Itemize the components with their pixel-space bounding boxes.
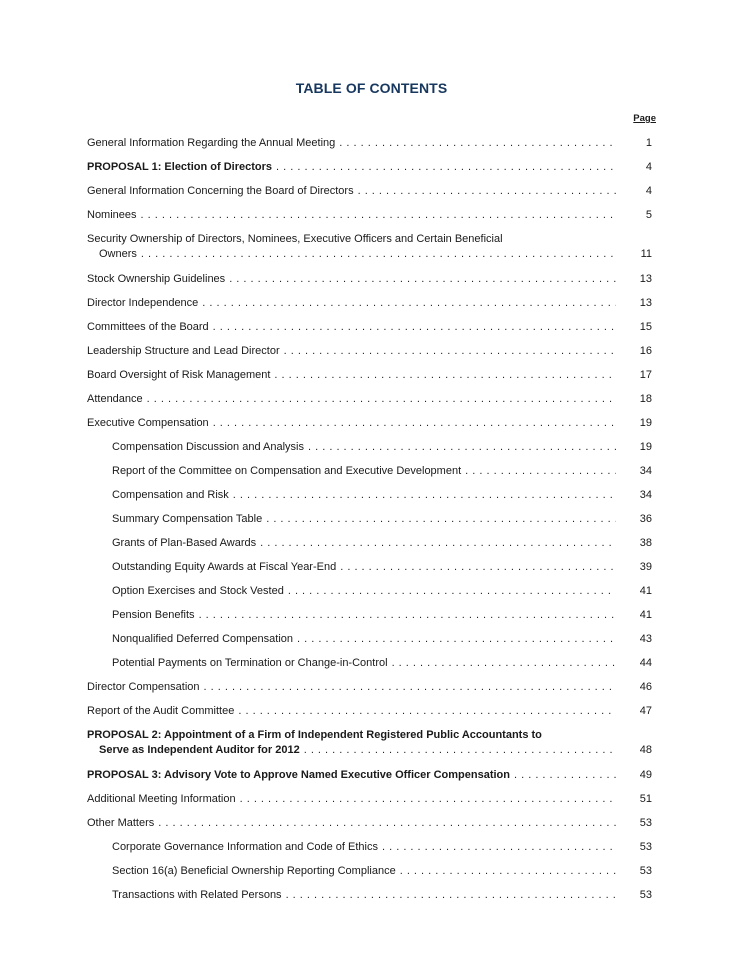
dot-leader: [141, 247, 616, 262]
toc-page-number: 53: [639, 841, 652, 853]
toc-entry[interactable]: [87, 272, 652, 296]
toc-entry-text: Executive Compensation: [87, 417, 209, 429]
toc-subentry[interactable]: [87, 536, 652, 560]
dot-leader: [297, 632, 616, 647]
toc-entry[interactable]: [87, 416, 652, 440]
toc-page-number: 41: [639, 585, 652, 597]
dot-leader: [465, 464, 616, 479]
toc-entry-text: Potential Payments on Termination or Change-in-Control: [112, 657, 388, 669]
dot-leader: [213, 320, 616, 335]
toc-entry-text: Committees of the Board: [87, 321, 209, 333]
dot-leader: [339, 136, 616, 151]
toc-page-number: 13: [639, 273, 652, 285]
toc-entry-text: PROPOSAL 1: Election of Directors: [87, 161, 273, 173]
toc-page-number: 19: [639, 417, 652, 429]
toc-entry-text: Option Exercises and Stock Vested: [112, 585, 284, 597]
toc-subentry[interactable]: [87, 440, 652, 464]
dot-leader: [308, 440, 616, 455]
toc-entry-text: Outstanding Equity Awards at Fiscal Year-End: [112, 561, 337, 573]
toc-entry-text: Corporate Governance Information and Code of Ethics: [112, 841, 378, 853]
toc-entry-text: General Information Regarding the Annual Meeting: [87, 137, 336, 149]
toc-page-number: 44: [639, 657, 652, 669]
dot-leader: [304, 743, 616, 758]
dot-leader: [204, 680, 617, 695]
toc-subentry[interactable]: [87, 560, 652, 584]
toc-entry[interactable]: [87, 160, 652, 184]
toc-page-number: 47: [639, 705, 652, 717]
toc-page-number: 51: [639, 793, 652, 805]
toc-entry-text: Stock Ownership Guidelines: [87, 273, 226, 285]
toc-entry[interactable]: [87, 232, 652, 272]
toc-entry-text: Section 16(a) Beneficial Ownership Reporting Compliance: [112, 865, 396, 877]
toc-page-number: 4: [645, 185, 652, 197]
toc-entry-text: Nominees: [87, 209, 137, 221]
toc-entry[interactable]: [87, 392, 652, 416]
toc-entry[interactable]: [87, 728, 652, 768]
toc-page-number: 48: [639, 744, 652, 756]
toc-page-number: 38: [639, 537, 652, 549]
toc-entry-text: PROPOSAL 3: Advisory Vote to Approve Named Executive Officer Compensation: [87, 769, 510, 781]
toc-entry[interactable]: [87, 208, 652, 232]
toc-page-number: 53: [639, 889, 652, 901]
toc-entry[interactable]: [87, 184, 652, 208]
dot-leader: [158, 816, 616, 831]
dot-leader: [284, 344, 616, 359]
dot-leader: [266, 512, 616, 527]
toc-page-number: 19: [639, 441, 652, 453]
toc-entry[interactable]: [87, 680, 652, 704]
toc-entry-text: Director Independence: [87, 297, 199, 309]
toc-entry-text-continued: Serve as Independent Auditor for 2012: [99, 744, 300, 756]
toc-subentry[interactable]: [87, 632, 652, 656]
dot-leader: [274, 368, 616, 383]
dot-leader: [240, 792, 616, 807]
toc-entry[interactable]: [87, 368, 652, 392]
toc-entry-text: Security Ownership of Directors, Nominees, Executive Officers and Certain Beneficial: [87, 233, 503, 245]
dot-leader: [238, 704, 616, 719]
toc-entry-text: Additional Meeting Information: [87, 793, 236, 805]
toc-entry-text: General Information Concerning the Board of Directors: [87, 185, 354, 197]
toc-page-number: 5: [645, 209, 652, 221]
toc-page-number: 34: [639, 465, 652, 477]
toc-entry-text: Nonqualified Deferred Compensation: [112, 633, 293, 645]
toc-subentry[interactable]: [87, 488, 652, 512]
toc-entry[interactable]: [87, 768, 652, 792]
toc-entry-text: Director Compensation: [87, 681, 200, 693]
dot-leader: [514, 768, 616, 783]
toc-page-number: 17: [639, 369, 652, 381]
toc-page-number: 53: [639, 865, 652, 877]
toc-entry[interactable]: [87, 704, 652, 728]
toc-entry-text: Grants of Plan-Based Awards: [112, 537, 257, 549]
toc-entry[interactable]: [87, 320, 652, 344]
toc-entry[interactable]: [87, 792, 652, 816]
toc-subentry[interactable]: [87, 656, 652, 680]
toc-page-number: 11: [640, 248, 652, 260]
toc-list: [87, 136, 652, 912]
toc-page-number: 43: [639, 633, 652, 645]
toc-page-number: 34: [639, 489, 652, 501]
toc-entry-text-continued: Owners: [99, 248, 137, 260]
dot-leader: [392, 656, 616, 671]
toc-page-number: 13: [639, 297, 652, 309]
toc-entry-text: PROPOSAL 2: Appointment of a Firm of Independent Registered Public Accountants to: [87, 729, 542, 741]
dot-leader: [199, 608, 616, 623]
toc-entry-text: Other Matters: [87, 817, 155, 829]
toc-subentry[interactable]: [87, 888, 652, 912]
dot-leader: [147, 392, 616, 407]
toc-entry-text: Report of the Committee on Compensation and Executive Development: [112, 465, 462, 477]
toc-subentry[interactable]: [87, 840, 652, 864]
dot-leader: [400, 864, 616, 879]
dot-leader: [213, 416, 616, 431]
toc-entry[interactable]: [87, 136, 652, 160]
toc-page-number: 39: [639, 561, 652, 573]
toc-subentry[interactable]: [87, 864, 652, 888]
toc-page-number: 18: [639, 393, 652, 405]
dot-leader: [202, 296, 616, 311]
page-column-header: Page: [633, 113, 656, 124]
dot-leader: [288, 584, 616, 599]
toc-entry-text: Pension Benefits: [112, 609, 195, 621]
toc-entry[interactable]: [87, 816, 652, 840]
toc-entry-text: Attendance: [87, 393, 143, 405]
toc-subentry[interactable]: [87, 584, 652, 608]
toc-entry-text: Transactions with Related Persons: [112, 889, 282, 901]
dot-leader: [286, 888, 616, 903]
dot-leader: [229, 272, 616, 287]
toc-entry-text: Compensation Discussion and Analysis: [112, 441, 304, 453]
toc-page-number: 41: [639, 609, 652, 621]
toc-page-number: 4: [645, 161, 652, 173]
dot-leader: [276, 160, 616, 175]
dot-leader: [233, 488, 616, 503]
toc-page-number: 15: [639, 321, 652, 333]
dot-leader: [382, 840, 616, 855]
toc-page-number: 36: [639, 513, 652, 525]
toc-entry[interactable]: [87, 344, 652, 368]
toc-entry-text: Compensation and Risk: [112, 489, 229, 501]
page-title: TABLE OF CONTENTS: [295, 80, 448, 96]
toc-subentry[interactable]: [87, 512, 652, 536]
toc-page-number: 53: [639, 817, 652, 829]
dot-leader: [340, 560, 616, 575]
toc-page-number: 49: [639, 769, 652, 781]
toc-entry-text: Leadership Structure and Lead Director: [87, 345, 280, 357]
toc-subentry[interactable]: [87, 464, 652, 488]
toc-entry[interactable]: [87, 296, 652, 320]
toc-entry-text: Report of the Audit Committee: [87, 705, 235, 717]
dot-leader: [260, 536, 616, 551]
toc-entry-text: Summary Compensation Table: [112, 513, 263, 525]
dot-leader: [141, 208, 616, 223]
toc-page-number: 16: [639, 345, 652, 357]
dot-leader: [358, 184, 616, 199]
toc-entry-text: Board Oversight of Risk Management: [87, 369, 271, 381]
toc-page-number: 46: [639, 681, 652, 693]
toc-subentry[interactable]: [87, 608, 652, 632]
toc-page-number: 1: [645, 137, 652, 149]
